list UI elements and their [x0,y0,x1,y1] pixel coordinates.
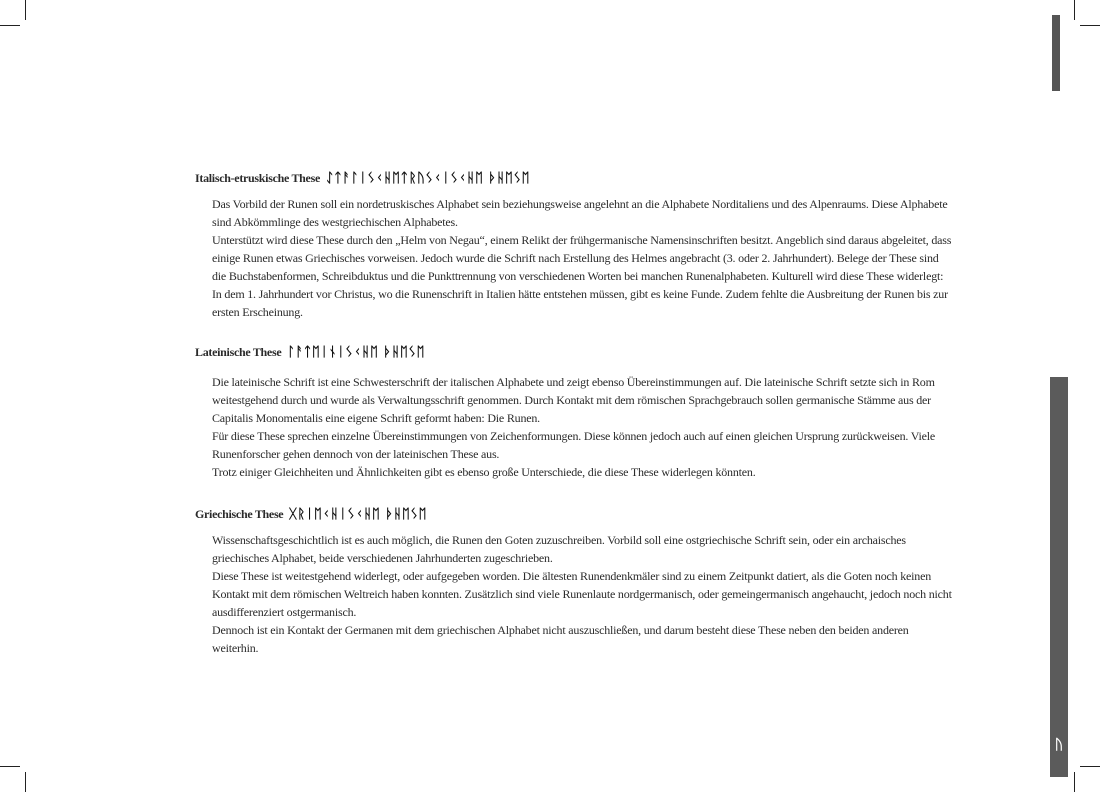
section-italisch-etruskisch [195,170,955,321]
crop-mark-bottom-right-v [1074,772,1075,792]
section-heading [195,344,955,361]
paragraph: Dennoch ist ein Kontakt der Germanen mit dem griechischen Alphabet nicht auszuschließen, und darum besteht diese These neben den beiden anderen weiterhin. [212,623,909,655]
section-rune-title: ᚷᚱᛁᛖᚲᚺᛁᛊᚲᚺᛖ ᚦᚺᛖᛊᛖ [289,507,427,522]
section-body [195,373,955,481]
paragraph: Das Vorbild der Runen soll ein nordetruskisches Alphabet sein beziehungsweise angelehnt an die Alphabete Norditaliens und des Alpenraums. Diese Alphabete sind Abkömmlinge des westgriechischen Alphabetes. [212,197,948,229]
section-rune-title: ᛇᛏᚨᛚᛁᛊᚲᚺᛖᛏᚱᚢᛊᚲᛁᛊᚲᚺᛖ ᚦᚺᛖᛊᛖ [325,171,530,186]
paragraph: Für diese These sprechen einzelne Übereinstimmungen von Zeichenformungen. Diese können jedoch auch auf einen gleichen Ursprung zurückweisen. Viele Runenforscher gehen dennoch von der lateinischen These aus. [212,429,936,461]
section-body [195,195,955,321]
section-title: Griechische These [195,507,284,521]
paragraph: Diese These ist weitestgehend widerlegt, oder aufgegeben worden. Die ältesten Runendenkmäler sind zu einem Zeitpunkt datiert, als die Goten noch keinen Kontakt mit dem römischen Weltreich haben konnten. Zusätzlich sind viele Runenlaute nordgermanisch, oder gemeingermanisch angehaucht, jedoch noch nicht ausdifferenziert ostgermanisch. [212,569,952,619]
top-accent-bar [1052,15,1060,91]
section-griechisch [195,506,955,657]
paragraph: Trotz einiger Gleichheiten und Ähnlichkeiten gibt es ebenso große Unterschiede, die diese These widerlegen könnten. [212,465,756,479]
page-number-rune: ᚢ [1054,737,1064,753]
side-page-bar [1050,377,1068,777]
crop-mark-top-right-h [1080,25,1100,26]
crop-mark-top-left-h [0,25,20,26]
section-lateinisch [195,344,955,481]
section-body [195,531,955,657]
section-heading [195,170,955,187]
paragraph: Unterstützt wird diese These durch den „Helm von Negau“, einem Relikt der frühgermanische Namensinschriften besitzt. Angeblich sind daraus abgeleitet, dass einige Runen etwas Griechisches vorweisen. Jedoch wurde die Schrift nach Erstellung des Helmes angebracht (3. oder 2. Jahrhundert). Belege der These sind die Buchstabenformen, Schreibduktus und die Punkttrennung von verschiedenen Worten bei manchen Runenalphabeten. Kulturell wird diese These widerlegt: In dem 1. Jahrhundert vor Christus, wo die Runenschrift in Italien hätte entstehen müssen, gibt es keine Funde. Zudem fehlte die Ausbreitung der Runen bis zur ersten Erscheinung. [212,233,952,319]
section-title: Lateinische These [195,345,282,359]
section-title: Italisch-etruskische These [195,171,320,185]
section-rune-title: ᛚᚨᛏᛖᛁᚾᛁᛊᚲᚺᛖ ᚦᚺᛖᛊᛖ [287,345,425,360]
crop-mark-bottom-left-h [0,766,20,767]
paragraph: Wissenschaftsgeschichtlich ist es auch möglich, die Runen den Goten zuzuschreiben. Vorbild soll eine ostgriechische Schrift sein, oder ein archaisches griechisches Alphabet, beide verschiedenen Jahrhunderten zugeschrieben. [212,533,906,565]
crop-mark-top-left-v [25,0,26,20]
paragraph: Die lateinische Schrift ist eine Schwesterschrift der italischen Alphabete und zeigt ebenso Übereinstimmungen auf. Die lateinische Schrift setzte sich in Rom weitestgehend durch und wurde als Verwaltungsschrift genommen. Durch Kontakt mit dem römischen Sprachgebrauch sollen germanische Stämme aus der Capitalis Monomentalis eine eigene Schrift geformt haben: Die Runen. [212,375,935,425]
section-heading [195,506,955,523]
crop-mark-bottom-left-v [25,772,26,792]
crop-mark-bottom-right-h [1080,766,1100,767]
crop-mark-top-right-v [1074,0,1075,20]
